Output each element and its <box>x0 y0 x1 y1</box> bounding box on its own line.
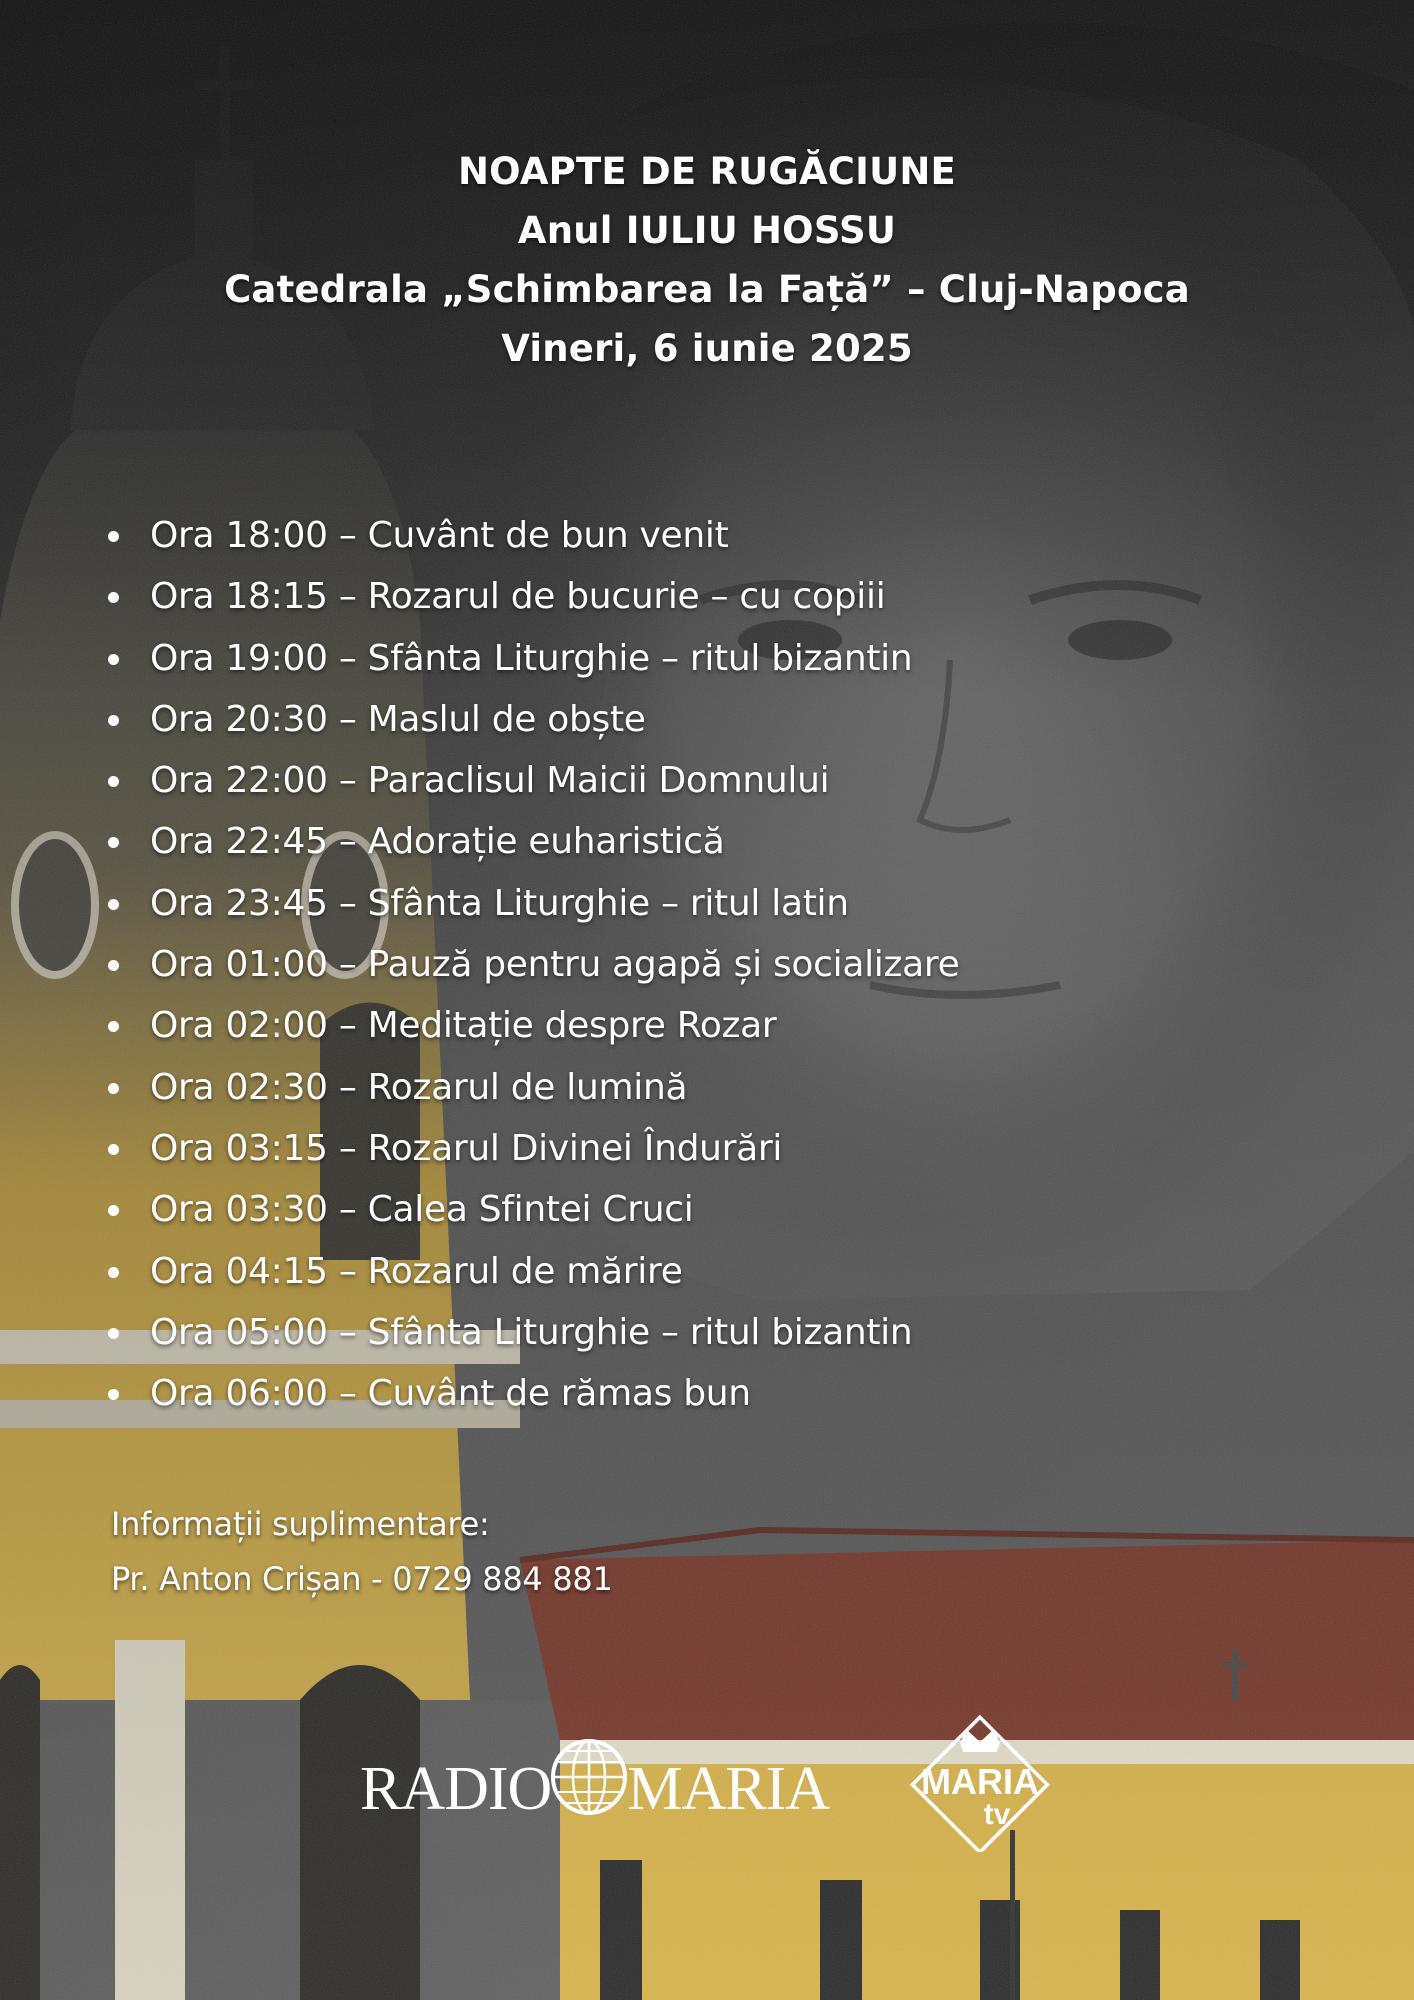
schedule-item <box>104 566 959 627</box>
schedule-item-text: Ora 05:00 – Sfânta Liturghie – ritul bizantin <box>150 1311 913 1353</box>
schedule-item <box>104 1241 959 1302</box>
globe-icon <box>547 1735 631 1819</box>
schedule-item-text: Ora 22:45 – Adorație euharistică <box>150 821 725 863</box>
bullet-icon <box>108 837 119 848</box>
schedule-item-text: Ora 19:00 – Sfânta Liturghie – ritul bizantin <box>150 637 913 679</box>
bullet-icon <box>108 654 119 665</box>
schedule-item-text: Ora 03:15 – Rozarul Divinei Îndurări <box>150 1127 783 1169</box>
schedule-item-text: Ora 06:00 – Cuvânt de rămas bun <box>150 1373 751 1415</box>
schedule-item <box>104 1118 959 1179</box>
schedule-item-text: Ora 23:45 – Sfânta Liturghie – ritul latin <box>150 882 849 924</box>
event-location: Catedrala „Schimbarea la Față” – Cluj-Napoca <box>224 268 1190 311</box>
info-heading: Informații suplimentare: <box>111 1505 490 1543</box>
schedule-item-text: Ora 22:00 – Paraclisul Maicii Domnului <box>150 760 830 802</box>
schedule-item <box>104 505 959 566</box>
contact-line: Pr. Anton Crișan - 0729 884 881 <box>111 1560 613 1598</box>
bullet-icon <box>108 1389 119 1400</box>
schedule-item <box>104 689 959 750</box>
schedule-item-text: Ora 18:00 – Cuvânt de bun venit <box>150 515 729 556</box>
schedule-item-text: Ora 01:00 – Pauză pentru agapă și socializare <box>150 944 960 986</box>
bullet-icon <box>108 1144 119 1155</box>
event-date: Vineri, 6 iunie 2025 <box>501 327 913 370</box>
event-subtitle: Anul IULIU HOSSU <box>517 209 897 252</box>
schedule-item <box>104 1057 959 1118</box>
schedule-item <box>104 1363 959 1424</box>
schedule-item <box>104 750 959 811</box>
bullet-icon <box>108 592 119 603</box>
bullet-icon <box>108 1083 119 1094</box>
bullet-icon <box>108 960 119 971</box>
bullet-icon <box>108 776 119 787</box>
tv-logo-name: MARIA <box>921 1761 1039 1802</box>
header <box>0 142 1414 378</box>
schedule-item <box>104 995 959 1056</box>
bullet-icon <box>108 1205 119 1216</box>
schedule-item-text: Ora 04:15 – Rozarul de mărire <box>150 1250 683 1292</box>
schedule-item <box>104 1302 959 1363</box>
schedule-item-text: Ora 03:30 – Calea Sfintei Cruci <box>150 1189 694 1231</box>
schedule-item-text: Ora 20:30 – Maslul de obște <box>150 698 646 740</box>
schedule-item <box>104 628 959 689</box>
schedule-list <box>104 505 959 1424</box>
tv-logo-suffix: tv <box>983 1798 1011 1831</box>
bullet-icon <box>108 1267 119 1278</box>
contact-info <box>111 1497 613 1607</box>
bullet-icon <box>108 531 119 542</box>
schedule-item <box>104 811 959 872</box>
schedule-item <box>104 934 959 995</box>
radio-logo-left-text: RADIO <box>360 1755 552 1823</box>
crown-icon <box>960 1730 1000 1752</box>
schedule-item <box>104 1179 959 1240</box>
bullet-icon <box>108 715 119 726</box>
event-title: NOAPTE DE RUGĂCIUNE <box>458 150 956 193</box>
bullet-icon <box>108 1328 119 1339</box>
bullet-icon <box>108 899 119 910</box>
schedule-item-text: Ora 18:15 – Rozarul de bucurie – cu copiii <box>150 576 886 618</box>
bullet-icon <box>108 1021 119 1032</box>
logos <box>0 1700 1414 1860</box>
radio-maria-logo <box>360 1735 830 1823</box>
schedule-item-text: Ora 02:30 – Rozarul de lumină <box>150 1066 688 1108</box>
maria-tv-logo <box>905 1712 1055 1852</box>
schedule-item <box>104 873 959 934</box>
schedule-item-text: Ora 02:00 – Meditație despre Rozar <box>150 1005 777 1047</box>
radio-logo-right-text: MARIA <box>627 1755 830 1823</box>
